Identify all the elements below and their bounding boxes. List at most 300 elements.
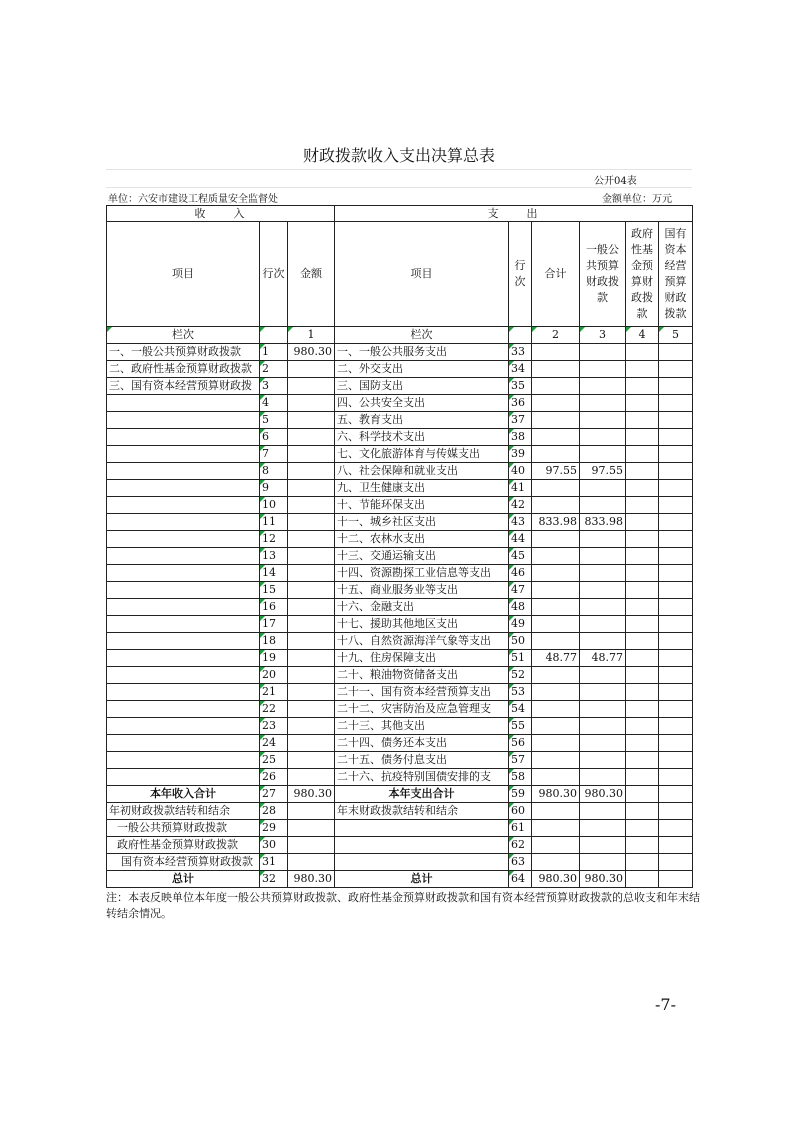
expense-line-no: 44 xyxy=(509,531,532,548)
expense-total xyxy=(532,667,580,684)
expense-total xyxy=(532,565,580,582)
expense-state-capital xyxy=(659,769,693,786)
income-amount xyxy=(288,735,335,752)
expense-item: 二十五、债务付息支出 xyxy=(335,752,509,769)
income-section-label: 收 入 xyxy=(107,206,335,222)
grand-income-amount: 980.30 xyxy=(288,871,335,888)
table-row xyxy=(107,616,693,633)
expense-item: 十八、自然资源海洋气象等支出 xyxy=(335,633,509,650)
income-line-no: 20 xyxy=(260,667,288,684)
income-amount xyxy=(288,769,335,786)
grand-income-no: 32 xyxy=(260,871,288,888)
carry-income-amount xyxy=(288,803,335,820)
income-item xyxy=(107,769,260,786)
income-line-no: 15 xyxy=(260,582,288,599)
expense-gov-fund xyxy=(626,514,659,531)
expense-line-no: 40 xyxy=(509,463,532,480)
expense-gov-fund xyxy=(626,531,659,548)
expense-state-capital xyxy=(659,412,693,429)
expense-total-sum: 980.30 xyxy=(532,786,580,803)
carry-row xyxy=(107,803,693,820)
column-number-1: 1 xyxy=(288,327,335,344)
income-item xyxy=(107,599,260,616)
expense-total: 833.98 xyxy=(532,514,580,531)
expense-state-capital xyxy=(659,701,693,718)
expense-total xyxy=(532,344,580,361)
table-row xyxy=(107,599,693,616)
carry-expense-gov xyxy=(626,803,659,820)
income-amount xyxy=(288,701,335,718)
grand-expense-gov xyxy=(626,871,659,888)
income-amount xyxy=(288,361,335,378)
income-item xyxy=(107,701,260,718)
income-total-no: 27 xyxy=(260,786,288,803)
table-row xyxy=(107,395,693,412)
carry-expense-general xyxy=(580,854,626,871)
income-amount: 980.30 xyxy=(288,344,335,361)
expense-line-no: 57 xyxy=(509,752,532,769)
income-item xyxy=(107,480,260,497)
income-line-no: 23 xyxy=(260,718,288,735)
expense-general xyxy=(580,378,626,395)
income-amount xyxy=(288,684,335,701)
expense-gov-fund xyxy=(626,599,659,616)
table-row xyxy=(107,769,693,786)
expense-state-capital xyxy=(659,684,693,701)
carry-row xyxy=(107,820,693,837)
expense-gov-fund xyxy=(626,633,659,650)
expense-line-no: 58 xyxy=(509,769,532,786)
expense-total xyxy=(532,429,580,446)
expense-line-no: 39 xyxy=(509,446,532,463)
expense-item: 二十四、债务还本支出 xyxy=(335,735,509,752)
column-number-2: 2 xyxy=(532,327,580,344)
expense-gov-fund xyxy=(626,463,659,480)
expense-gov-fund xyxy=(626,497,659,514)
column-number-3: 3 xyxy=(580,327,626,344)
section-header-row xyxy=(107,206,693,222)
header-line-no-expense: 行次 xyxy=(509,222,532,327)
expense-total xyxy=(532,531,580,548)
expense-total xyxy=(532,395,580,412)
amount-unit-label: 金额单位：万元 xyxy=(602,194,672,205)
expense-item: 二十二、灾害防治及应急管理支 xyxy=(335,701,509,718)
expense-total: 48.77 xyxy=(532,650,580,667)
expense-general: 48.77 xyxy=(580,650,626,667)
header-line-no: 行次 xyxy=(260,222,288,327)
income-item xyxy=(107,684,260,701)
expense-general xyxy=(580,429,626,446)
income-amount xyxy=(288,752,335,769)
page-number: -7- xyxy=(655,995,676,1014)
header-general: 一般公共预算财政拨款 xyxy=(580,222,626,327)
expense-gov-fund xyxy=(626,616,659,633)
expense-item: 十四、资源勘探工业信息等支出 xyxy=(335,565,509,582)
expense-gov-fund xyxy=(626,684,659,701)
carry-income-item: 政府性基金预算财政拨款 xyxy=(107,837,260,854)
carry-expense-no: 61 xyxy=(509,820,532,837)
expense-gov-fund xyxy=(626,752,659,769)
expense-state-capital xyxy=(659,361,693,378)
income-amount xyxy=(288,531,335,548)
table-row xyxy=(107,514,693,531)
expense-general xyxy=(580,718,626,735)
expense-line-no: 48 xyxy=(509,599,532,616)
expense-item: 二、外交支出 xyxy=(335,361,509,378)
expense-total xyxy=(532,548,580,565)
income-line-no: 16 xyxy=(260,599,288,616)
income-item: 三、国有资本经营预算财政拨 xyxy=(107,378,260,395)
expense-item: 七、文化旅游体育与传媒支出 xyxy=(335,446,509,463)
income-item xyxy=(107,650,260,667)
table-row xyxy=(107,565,693,582)
expense-total xyxy=(532,480,580,497)
carry-income-item: 一般公共预算财政拨款 xyxy=(107,820,260,837)
carry-row xyxy=(107,837,693,854)
expense-gov-fund xyxy=(626,480,659,497)
expense-general xyxy=(580,565,626,582)
expense-line-no: 53 xyxy=(509,684,532,701)
income-line-no: 17 xyxy=(260,616,288,633)
income-line-no: 1 xyxy=(260,344,288,361)
column-cell xyxy=(260,327,288,344)
carry-income-no: 31 xyxy=(260,854,288,871)
expense-line-no: 49 xyxy=(509,616,532,633)
expense-item: 九、卫生健康支出 xyxy=(335,480,509,497)
expense-item: 二十、粮油物资储备支出 xyxy=(335,667,509,684)
grand-income-label: 总计 xyxy=(107,871,260,888)
expense-gov-fund xyxy=(626,735,659,752)
income-amount xyxy=(288,616,335,633)
carry-expense-item: 年末财政拨款结转和结余 xyxy=(335,803,509,820)
expense-total xyxy=(532,718,580,735)
header-item-expense: 项目 xyxy=(335,222,509,327)
expense-general xyxy=(580,599,626,616)
grand-total-row xyxy=(107,871,693,888)
expense-total-gov xyxy=(626,786,659,803)
expense-state-capital xyxy=(659,650,693,667)
expense-state-capital xyxy=(659,378,693,395)
income-item xyxy=(107,582,260,599)
carry-expense-state xyxy=(659,803,693,820)
expense-general xyxy=(580,684,626,701)
income-item xyxy=(107,752,260,769)
carry-expense-gov xyxy=(626,854,659,871)
income-amount xyxy=(288,446,335,463)
form-code: 公开04表 xyxy=(594,176,637,187)
carry-income-no: 30 xyxy=(260,837,288,854)
expense-general xyxy=(580,667,626,684)
income-item xyxy=(107,497,260,514)
table-row xyxy=(107,633,693,650)
expense-gov-fund xyxy=(626,548,659,565)
expense-state-capital xyxy=(659,582,693,599)
expense-item: 五、教育支出 xyxy=(335,412,509,429)
table-row xyxy=(107,531,693,548)
expense-total xyxy=(532,616,580,633)
table-row xyxy=(107,650,693,667)
expense-total xyxy=(532,599,580,616)
carry-expense-gov xyxy=(626,837,659,854)
expense-general xyxy=(580,395,626,412)
expense-general xyxy=(580,548,626,565)
expense-line-no: 38 xyxy=(509,429,532,446)
expense-line-no: 33 xyxy=(509,344,532,361)
expense-gov-fund xyxy=(626,582,659,599)
expense-item: 二十三、其他支出 xyxy=(335,718,509,735)
unit-row xyxy=(106,188,692,205)
table-row xyxy=(107,667,693,684)
expense-total xyxy=(532,412,580,429)
expense-general xyxy=(580,752,626,769)
expense-item: 十一、城乡社区支出 xyxy=(335,514,509,531)
expense-line-no: 36 xyxy=(509,395,532,412)
income-line-no: 9 xyxy=(260,480,288,497)
expense-item: 三、国防支出 xyxy=(335,378,509,395)
expense-total-general: 980.30 xyxy=(580,786,626,803)
income-item xyxy=(107,395,260,412)
expense-line-no: 35 xyxy=(509,378,532,395)
expense-state-capital xyxy=(659,531,693,548)
expense-item: 一、一般公共服务支出 xyxy=(335,344,509,361)
income-total-label: 本年收入合计 xyxy=(107,786,260,803)
carry-expense-total xyxy=(532,854,580,871)
expense-state-capital xyxy=(659,667,693,684)
total-row xyxy=(107,786,693,803)
expense-state-capital xyxy=(659,497,693,514)
carry-income-no: 29 xyxy=(260,820,288,837)
expense-state-capital xyxy=(659,480,693,497)
income-amount xyxy=(288,582,335,599)
column-header-row xyxy=(107,222,693,327)
carry-expense-total xyxy=(532,803,580,820)
table-row xyxy=(107,548,693,565)
carry-income-no: 28 xyxy=(260,803,288,820)
expense-gov-fund xyxy=(626,650,659,667)
expense-general xyxy=(580,446,626,463)
income-item xyxy=(107,412,260,429)
table-row xyxy=(107,735,693,752)
expense-gov-fund xyxy=(626,667,659,684)
income-amount xyxy=(288,463,335,480)
expense-item: 十二、农林水支出 xyxy=(335,531,509,548)
carry-income-item: 国有资本经营预算财政拨款 xyxy=(107,854,260,871)
income-line-no: 7 xyxy=(260,446,288,463)
carry-expense-no: 63 xyxy=(509,854,532,871)
expense-general xyxy=(580,582,626,599)
expense-general xyxy=(580,344,626,361)
expense-total xyxy=(532,769,580,786)
income-line-no: 19 xyxy=(260,650,288,667)
expense-state-capital xyxy=(659,735,693,752)
income-line-no: 10 xyxy=(260,497,288,514)
income-line-no: 22 xyxy=(260,701,288,718)
expense-item: 八、社会保障和就业支出 xyxy=(335,463,509,480)
carry-expense-item xyxy=(335,854,509,871)
expense-general xyxy=(580,531,626,548)
table-row xyxy=(107,463,693,480)
income-line-no: 18 xyxy=(260,633,288,650)
expense-total xyxy=(532,446,580,463)
expense-general xyxy=(580,633,626,650)
income-line-no: 6 xyxy=(260,429,288,446)
income-line-no: 8 xyxy=(260,463,288,480)
expense-state-capital xyxy=(659,395,693,412)
expense-gov-fund xyxy=(626,344,659,361)
expense-item: 二十一、国有资本经营预算支出 xyxy=(335,684,509,701)
income-line-no: 3 xyxy=(260,378,288,395)
expense-item: 十五、商业服务业等支出 xyxy=(335,582,509,599)
expense-general xyxy=(580,769,626,786)
expense-total xyxy=(532,633,580,650)
expense-state-capital xyxy=(659,565,693,582)
grand-expense-total: 980.30 xyxy=(532,871,580,888)
expense-general: 97.55 xyxy=(580,463,626,480)
income-item xyxy=(107,667,260,684)
carry-income-amount xyxy=(288,854,335,871)
income-item xyxy=(107,429,260,446)
carry-expense-gov xyxy=(626,820,659,837)
carry-income-amount xyxy=(288,820,335,837)
table-row xyxy=(107,429,693,446)
expense-general xyxy=(580,361,626,378)
income-line-no: 25 xyxy=(260,752,288,769)
expense-item: 十三、交通运输支出 xyxy=(335,548,509,565)
expense-general xyxy=(580,497,626,514)
expense-state-capital xyxy=(659,429,693,446)
income-amount xyxy=(288,667,335,684)
header-state-capital: 国有资本经营预算财政拨款 xyxy=(659,222,693,327)
income-item xyxy=(107,718,260,735)
income-item xyxy=(107,548,260,565)
table-row xyxy=(107,361,693,378)
expense-gov-fund xyxy=(626,429,659,446)
expense-line-no: 50 xyxy=(509,633,532,650)
column-number-row xyxy=(107,327,693,344)
income-item xyxy=(107,565,260,582)
income-item xyxy=(107,514,260,531)
income-amount xyxy=(288,565,335,582)
expense-total-state xyxy=(659,786,693,803)
header-gov-fund: 政府性基金预算财政拨款 xyxy=(626,222,659,327)
expense-section-label: 支 出 xyxy=(335,206,693,222)
income-line-no: 24 xyxy=(260,735,288,752)
expense-line-no: 43 xyxy=(509,514,532,531)
expense-general: 833.98 xyxy=(580,514,626,531)
expense-gov-fund xyxy=(626,395,659,412)
header-amount: 金额 xyxy=(288,222,335,327)
column-number-4: 4 xyxy=(626,327,659,344)
expense-item: 四、公共安全支出 xyxy=(335,395,509,412)
income-line-no: 4 xyxy=(260,395,288,412)
expense-state-capital xyxy=(659,463,693,480)
unit-label: 单位：六安市建设工程质量安全监督处 xyxy=(108,194,278,205)
table-note: 注：本表反映单位本年度一般公共预算财政拨款、政府性基金预算财政拨款和国有资本经营预算财政拨款的总收支和年末结转结余情况。 xyxy=(106,891,700,920)
expense-total xyxy=(532,752,580,769)
income-amount xyxy=(288,429,335,446)
expense-state-capital xyxy=(659,446,693,463)
expense-general xyxy=(580,735,626,752)
income-item: 二、政府性基金预算财政拨款 xyxy=(107,361,260,378)
carry-expense-state xyxy=(659,837,693,854)
carry-expense-general xyxy=(580,837,626,854)
expense-state-capital xyxy=(659,514,693,531)
income-line-no: 5 xyxy=(260,412,288,429)
budget-table xyxy=(106,205,693,888)
income-amount xyxy=(288,412,335,429)
expense-gov-fund xyxy=(626,361,659,378)
expense-gov-fund xyxy=(626,701,659,718)
column-cell xyxy=(509,327,532,344)
carry-income-item: 年初财政拨款结转和结余 xyxy=(107,803,260,820)
expense-total: 97.55 xyxy=(532,463,580,480)
report-title: 财政拨款收入支出决算总表 xyxy=(106,143,692,170)
expense-state-capital xyxy=(659,616,693,633)
expense-line-no: 47 xyxy=(509,582,532,599)
income-item: 一、一般公共预算财政拨款 xyxy=(107,344,260,361)
grand-expense-general: 980.30 xyxy=(580,871,626,888)
expense-state-capital xyxy=(659,633,693,650)
income-amount xyxy=(288,480,335,497)
income-amount xyxy=(288,718,335,735)
income-item xyxy=(107,463,260,480)
table-row xyxy=(107,344,693,361)
expense-total-label: 本年支出合计 xyxy=(335,786,509,803)
income-line-no: 26 xyxy=(260,769,288,786)
carry-row xyxy=(107,854,693,871)
income-amount xyxy=(288,599,335,616)
expense-state-capital xyxy=(659,599,693,616)
table-row xyxy=(107,684,693,701)
table-row xyxy=(107,412,693,429)
expense-line-no: 41 xyxy=(509,480,532,497)
expense-line-no: 45 xyxy=(509,548,532,565)
carry-expense-no: 60 xyxy=(509,803,532,820)
expense-line-no: 56 xyxy=(509,735,532,752)
income-item xyxy=(107,446,260,463)
expense-item: 十、节能环保支出 xyxy=(335,497,509,514)
grand-expense-label: 总计 xyxy=(335,871,509,888)
income-amount xyxy=(288,650,335,667)
expense-line-no: 52 xyxy=(509,667,532,684)
expense-total xyxy=(532,582,580,599)
expense-line-no: 55 xyxy=(509,718,532,735)
column-number-5: 5 xyxy=(659,327,693,344)
expense-item: 十九、住房保障支出 xyxy=(335,650,509,667)
expense-item: 二十六、抗疫特别国债安排的支 xyxy=(335,769,509,786)
column-label: 栏次 xyxy=(107,327,260,344)
income-line-no: 11 xyxy=(260,514,288,531)
expense-general xyxy=(580,701,626,718)
expense-gov-fund xyxy=(626,565,659,582)
income-total-amount: 980.30 xyxy=(288,786,335,803)
expense-general xyxy=(580,412,626,429)
expense-line-no: 54 xyxy=(509,701,532,718)
carry-expense-general xyxy=(580,820,626,837)
income-line-no: 14 xyxy=(260,565,288,582)
grand-expense-no: 64 xyxy=(509,871,532,888)
expense-line-no: 42 xyxy=(509,497,532,514)
expense-line-no: 37 xyxy=(509,412,532,429)
table-row xyxy=(107,582,693,599)
carry-expense-state xyxy=(659,820,693,837)
expense-total xyxy=(532,497,580,514)
income-amount xyxy=(288,548,335,565)
expense-item: 六、科学技术支出 xyxy=(335,429,509,446)
table-row xyxy=(107,497,693,514)
expense-total xyxy=(532,378,580,395)
expense-line-no: 51 xyxy=(509,650,532,667)
